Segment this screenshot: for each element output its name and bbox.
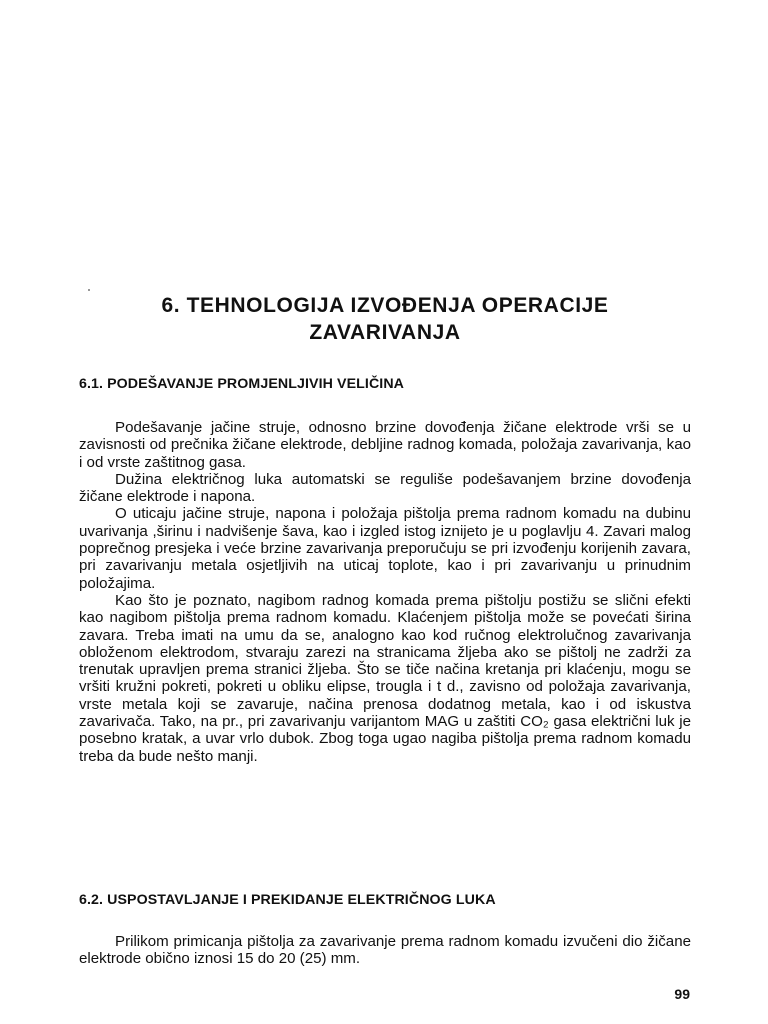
chapter-title-line-2: ZAVARIVANJA — [309, 321, 461, 344]
scan-speck — [88, 289, 90, 291]
section-body-6-2 — [79, 933, 691, 968]
paragraph: Prilikom primicanja pištolja za zavarivanje prema radnom komadu izvučeni dio žičane elektrode obično iznosi 15 do 20 (25) mm. — [79, 933, 691, 968]
section-heading-6-1: 6.1. PODEŠAVANJE PROMJENLJIVIH VELIČINA — [79, 376, 405, 392]
paragraph: O uticaju jačine struje, napona i položaja pištolja prema radnom komadu na dubinu uvarivanja ,širinu i nadvišenje šava, kao i izgled istog iznijeto je u poglavlju 4. Zavari malog poprečnog presjeka i veće brzine zavarivanja preporučuju se pri izvođenju korijenih zavara, pri zavarivanju metala osjetljivih na uticaj toplote, kao i pri zavarivanju u prinudnim položajima. — [79, 505, 691, 592]
chapter-title — [80, 292, 690, 346]
paragraph: Dužina električnog luka automatski se reguliše podešavanjem brzine dovođenja žičane elektrode i napona. — [79, 470, 691, 506]
section-body-6-1 — [79, 419, 691, 765]
section-heading-6-2: 6.2. USPOSTAVLJANJE I PREKIDANJE ELEKTRIČNOG LUKA — [79, 892, 496, 908]
paragraph: Podešavanje jačine struje, odnosno brzine dovođenja žičane elektrode vrši se u zavisnosti od prečnika žičane elektrode, debljine radnog komada, položaja zavarivanja, kao i od vrste zaštitnog gasa. — [79, 419, 691, 471]
page-number: 99 — [674, 986, 690, 1002]
chapter-title-line-1: 6. TEHNOLOGIJA IZVOĐENJA OPERACIJE — [161, 294, 609, 317]
paragraph: Kao što je poznato, nagibom radnog komada prema pištolju postižu se slični efekti kao nagibom pištolja prema radnom komadu. Klaćenjem pištolja može se povećati širina zavara. Treba imati na umu da se, analogno kao kod ručnog elektrolučnog zavarivanja obloženom elektrodom, stvaraju zarezi na stranicama žljeba ako se pištolj ne zadrži za trenutak upravljen prema stranici žljeba. Što se tiče načina kretanja pri klaćenju, mogu se vršiti kružni pokreti, pokreti u obliku elipse, trougla i t d., zavisno od položaja zavarivanja, vrste metala koji se zavaruje, načina prenosa dodatnog metala, kao i od iskustva zavarivača. Tako, na pr., pri zavarivanju varijantom MAG u zaštiti CO₂ gasa električni luk je posebno kratak, a uvar vrlo dubok. Zbog toga ugao nagiba pištolja prema radnom komadu treba da bude nešto manji. — [79, 591, 691, 765]
